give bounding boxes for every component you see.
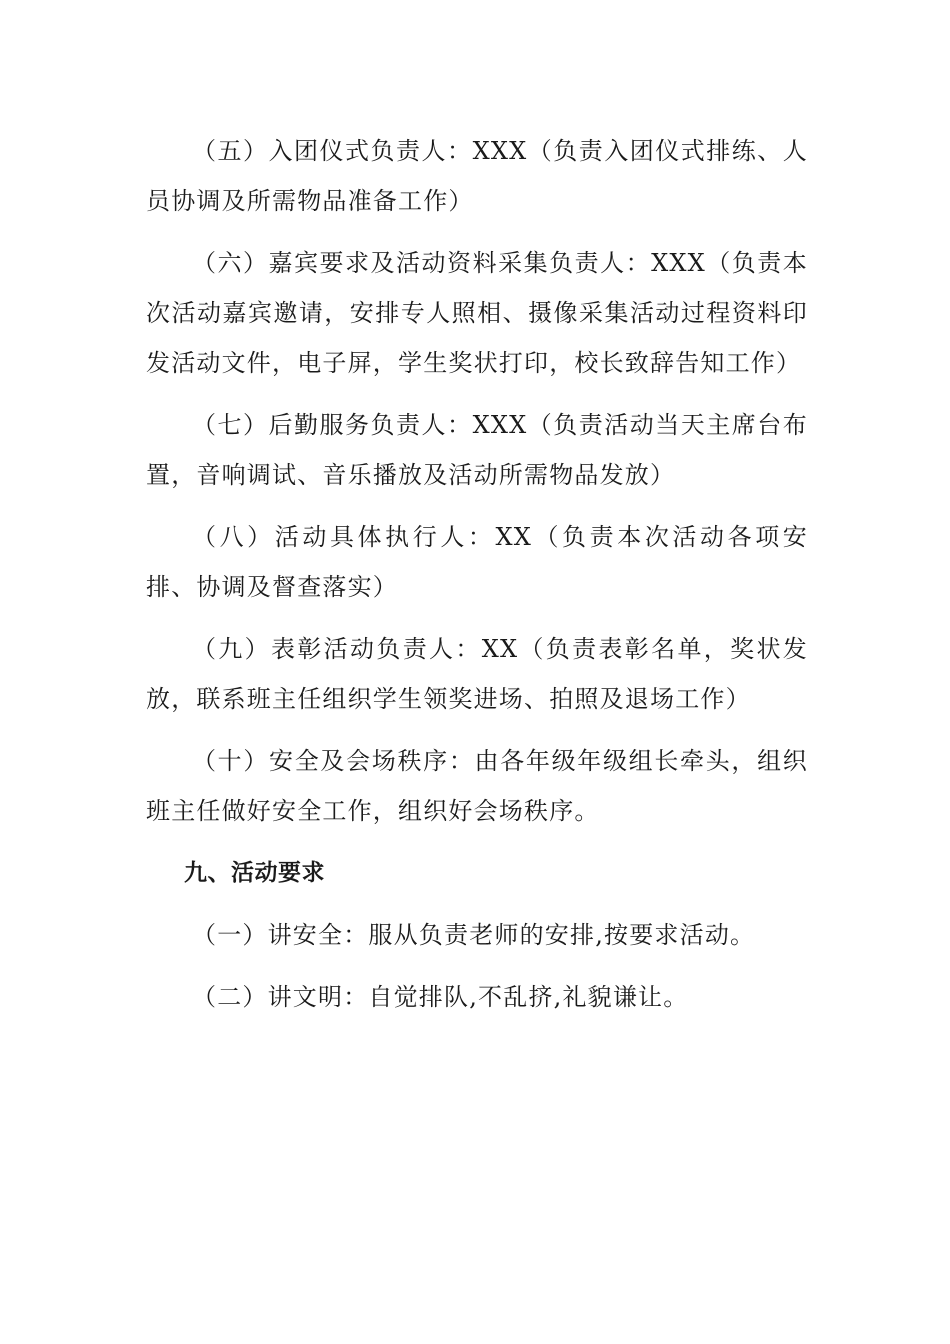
section-heading: 九、活动要求 — [184, 860, 325, 886]
paragraph-item-5: （五）入团仪式负责人：XXX（负责入团仪式排练、人员协调及所需物品准备工作） — [146, 137, 808, 215]
requirement-item-2: （二）讲文明：自觉排队,不乱挤,礼貌谦让。 — [192, 983, 689, 1011]
document-body — [146, 126, 808, 1034]
paragraph-item-8: （八）活动具体执行人：XX（负责本次活动各项安排、协调及督查落实） — [146, 523, 808, 601]
requirement-item-1: （一）讲安全：服从负责老师的安排,按要求活动。 — [192, 921, 756, 949]
paragraph-item-7: （七）后勤服务负责人：XXX（负责活动当天主席台布置，音响调试、音乐播放及活动所需物品发放） — [146, 411, 808, 489]
paragraph-item-6: （六）嘉宾要求及活动资料采集负责人：XXX（负责本次活动嘉宾邀请，安排专人照相、摄像采集活动过程资料印发活动文件，电子屏，学生奖状打印，校长致辞告知工作） — [146, 249, 808, 377]
paragraph-item-9: （九）表彰活动负责人：XX（负责表彰名单，奖状发放，联系班主任组织学生领奖进场、拍照及退场工作） — [146, 635, 808, 713]
paragraph-item-10: （十）安全及会场秩序：由各年级年级组长牵头，组织班主任做好安全工作，组织好会场秩序。 — [146, 747, 808, 825]
